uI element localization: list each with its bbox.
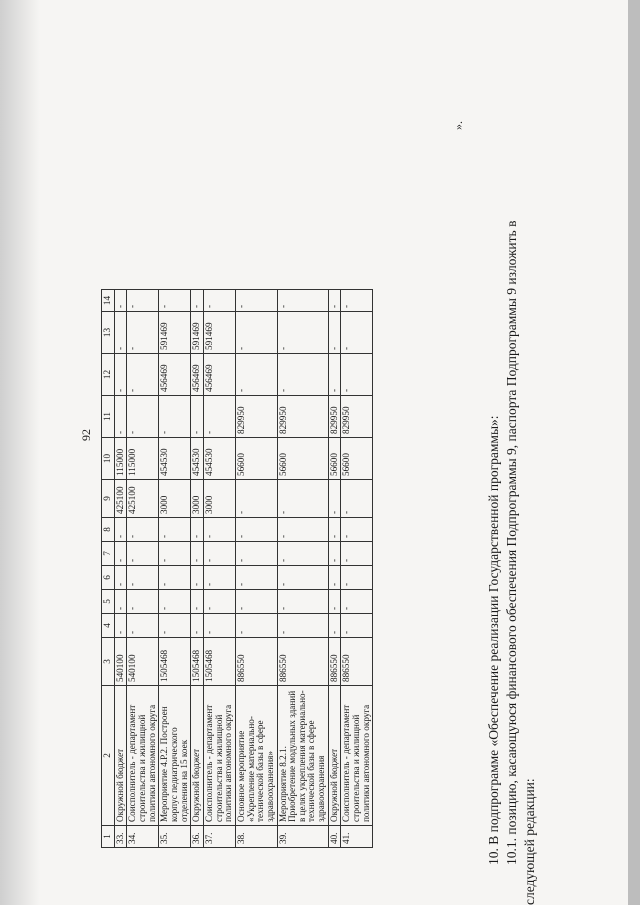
budget-table (101, 289, 373, 848)
table-cell: Соисполнитель - департамент строительства и жилищной политики автономного округа (203, 686, 235, 826)
table-cell: - (328, 566, 341, 590)
table-cell: - (191, 614, 204, 638)
table-cell: 425100 (127, 480, 159, 518)
table-cell: - (341, 566, 373, 590)
header-cell: 12 (102, 354, 115, 396)
table-cell: 886550 (277, 638, 328, 686)
table-cell: 35. (159, 826, 191, 848)
table-cell: - (341, 614, 373, 638)
rotated-content (75, 0, 640, 905)
table-cell: - (114, 566, 127, 590)
table-cell: 886550 (341, 638, 373, 686)
table-cell: - (203, 542, 235, 566)
table-cell: 454530 (203, 438, 235, 480)
table-cell: - (277, 354, 328, 396)
table-cell: 456469 (203, 354, 235, 396)
header-cell: 1 (102, 826, 115, 848)
table-cell: - (277, 542, 328, 566)
table-cell: - (191, 542, 204, 566)
table-cell: - (114, 518, 127, 542)
table-cell: 425100 (114, 480, 127, 518)
table-cell: - (235, 290, 277, 312)
table-cell: - (114, 614, 127, 638)
table-cell: - (328, 312, 341, 354)
table-cell: - (203, 590, 235, 614)
table-cell: - (235, 354, 277, 396)
table-cell: - (159, 542, 191, 566)
table-row (191, 290, 204, 848)
table-cell: - (235, 542, 277, 566)
table-cell: - (191, 518, 204, 542)
table-cell: - (203, 396, 235, 438)
table-cell: - (328, 590, 341, 614)
paragraph-10: 10. В подпрограмме «Обеспечение реализации Государственной программы»: (486, 415, 501, 865)
table-cell: - (341, 590, 373, 614)
table-cell: 56600 (328, 438, 341, 480)
table-cell: Соисполнитель - департамент строительства и жилищной политики автономного округа (341, 686, 373, 826)
table-row (127, 290, 159, 848)
table-cell: 1505468 (191, 638, 204, 686)
table-cell: - (235, 480, 277, 518)
table-cell: 829950 (341, 396, 373, 438)
paragraph-10-1-line-2: следующей редакции: (522, 778, 537, 905)
table-cell: - (191, 566, 204, 590)
table-cell: - (127, 542, 159, 566)
table-cell: Соисполнитель - департамент строительства и жилищной политики автономного округа (127, 686, 159, 826)
table-cell: - (191, 590, 204, 614)
header-cell: 4 (102, 614, 115, 638)
table-cell: - (159, 290, 191, 312)
table-cell: - (203, 290, 235, 312)
table-row (235, 290, 277, 848)
table-cell: 1505468 (159, 638, 191, 686)
header-cell: 7 (102, 542, 115, 566)
table-cell: Основное мероприятие «Укрепление материально-технической базы в сфере здравоохранения» (235, 686, 277, 826)
table-cell: - (159, 518, 191, 542)
table-cell: Мероприятие 8.2.1. Приобретение модульных зданий в целях укрепления материально-технической базы в сфере здравоохранения (277, 686, 328, 826)
table-cell: 829950 (328, 396, 341, 438)
page-number: 92 (79, 429, 93, 441)
table-cell: - (114, 396, 127, 438)
table-cell: 115000 (127, 438, 159, 480)
table-cell: - (328, 480, 341, 518)
table-cell: - (159, 396, 191, 438)
table-cell: - (277, 590, 328, 614)
table-row (203, 290, 235, 848)
scan-shadow (0, 0, 40, 905)
table-cell: - (328, 290, 341, 312)
table-cell: 540100 (127, 638, 159, 686)
table-cell: 56600 (277, 438, 328, 480)
table-cell: - (159, 566, 191, 590)
header-cell: 3 (102, 638, 115, 686)
table-cell: - (127, 354, 159, 396)
table-cell: Окружной бюджет (328, 686, 341, 826)
table-cell: - (328, 614, 341, 638)
closing-quote: ». (451, 121, 465, 130)
table-cell: - (203, 566, 235, 590)
table-cell: - (341, 312, 373, 354)
table-cell: - (114, 542, 127, 566)
table-cell: - (277, 480, 328, 518)
table-cell: 886550 (235, 638, 277, 686)
table-cell: 3000 (203, 480, 235, 518)
table-cell: 41. (341, 826, 373, 848)
table-cell: 591469 (159, 312, 191, 354)
table-row (277, 290, 328, 848)
table-cell: 3000 (159, 480, 191, 518)
table-cell: - (191, 396, 204, 438)
table-cell: - (127, 312, 159, 354)
table-cell: 456469 (159, 354, 191, 396)
table-row (341, 290, 373, 848)
table-cell: 38. (235, 826, 277, 848)
table-cell: 56600 (235, 438, 277, 480)
table-cell: 454530 (159, 438, 191, 480)
table-cell: 36. (191, 826, 204, 848)
table-cell: - (328, 542, 341, 566)
header-cell: 14 (102, 290, 115, 312)
table-cell: - (328, 354, 341, 396)
table-cell: - (341, 480, 373, 518)
table-cell: Мероприятие 4.Р.2. Построен корпус педиатрического отделения на 15 коек (159, 686, 191, 826)
table-cell: - (114, 312, 127, 354)
paragraph-10-1-line-1: 10.1. позицию, касающуюся финансового обеспечения Подпрограммы 9, паспорта Подпрограммы 9 изложить в (504, 220, 519, 865)
table-cell: - (203, 518, 235, 542)
table-cell: - (235, 566, 277, 590)
table-cell: 456469 (191, 354, 204, 396)
table-cell: 829950 (277, 396, 328, 438)
table-cell: - (114, 354, 127, 396)
table-cell: - (127, 614, 159, 638)
table-cell: 115000 (114, 438, 127, 480)
table-cell: 591469 (191, 312, 204, 354)
table-cell: - (127, 590, 159, 614)
header-cell: 6 (102, 566, 115, 590)
table-cell: - (341, 542, 373, 566)
header-cell: 9 (102, 480, 115, 518)
header-cell: 2 (102, 686, 115, 826)
table-cell: - (127, 396, 159, 438)
table-row (114, 290, 127, 848)
table-cell: 56600 (341, 438, 373, 480)
table-cell: - (277, 614, 328, 638)
table-cell: - (277, 312, 328, 354)
table-cell: - (341, 518, 373, 542)
table-cell: 40. (328, 826, 341, 848)
table-cell: - (127, 566, 159, 590)
table-cell: - (277, 518, 328, 542)
table-cell: 34. (127, 826, 159, 848)
table-cell: - (235, 590, 277, 614)
table-cell: Окружной бюджет (114, 686, 127, 826)
table-cell: - (203, 614, 235, 638)
header-cell: 10 (102, 438, 115, 480)
table-cell: 540100 (114, 638, 127, 686)
table-cell: 1505468 (203, 638, 235, 686)
table-cell: 37. (203, 826, 235, 848)
table-cell: - (277, 566, 328, 590)
table-cell: - (328, 518, 341, 542)
table-row (328, 290, 341, 848)
table-cell: - (127, 290, 159, 312)
table-cell: 454530 (191, 438, 204, 480)
table-cell: - (159, 614, 191, 638)
table-cell: 33. (114, 826, 127, 848)
table-cell: - (341, 354, 373, 396)
table-cell: 829950 (235, 396, 277, 438)
table-cell: - (277, 290, 328, 312)
header-cell: 13 (102, 312, 115, 354)
table-cell: - (235, 312, 277, 354)
table-cell: - (127, 518, 159, 542)
table-cell: 39. (277, 826, 328, 848)
table-cell: 3000 (191, 480, 204, 518)
table-cell: - (159, 590, 191, 614)
table-cell: - (235, 614, 277, 638)
table-cell: - (341, 290, 373, 312)
header-cell: 8 (102, 518, 115, 542)
table-cell: - (114, 290, 127, 312)
table-row (159, 290, 191, 848)
table-cell: - (114, 590, 127, 614)
table-cell: 886550 (328, 638, 341, 686)
table-cell: 591469 (203, 312, 235, 354)
table-cell: Окружной бюджет (191, 686, 204, 826)
header-cell: 5 (102, 590, 115, 614)
table-cell: - (191, 290, 204, 312)
table-cell: - (235, 518, 277, 542)
header-cell: 11 (102, 396, 115, 438)
